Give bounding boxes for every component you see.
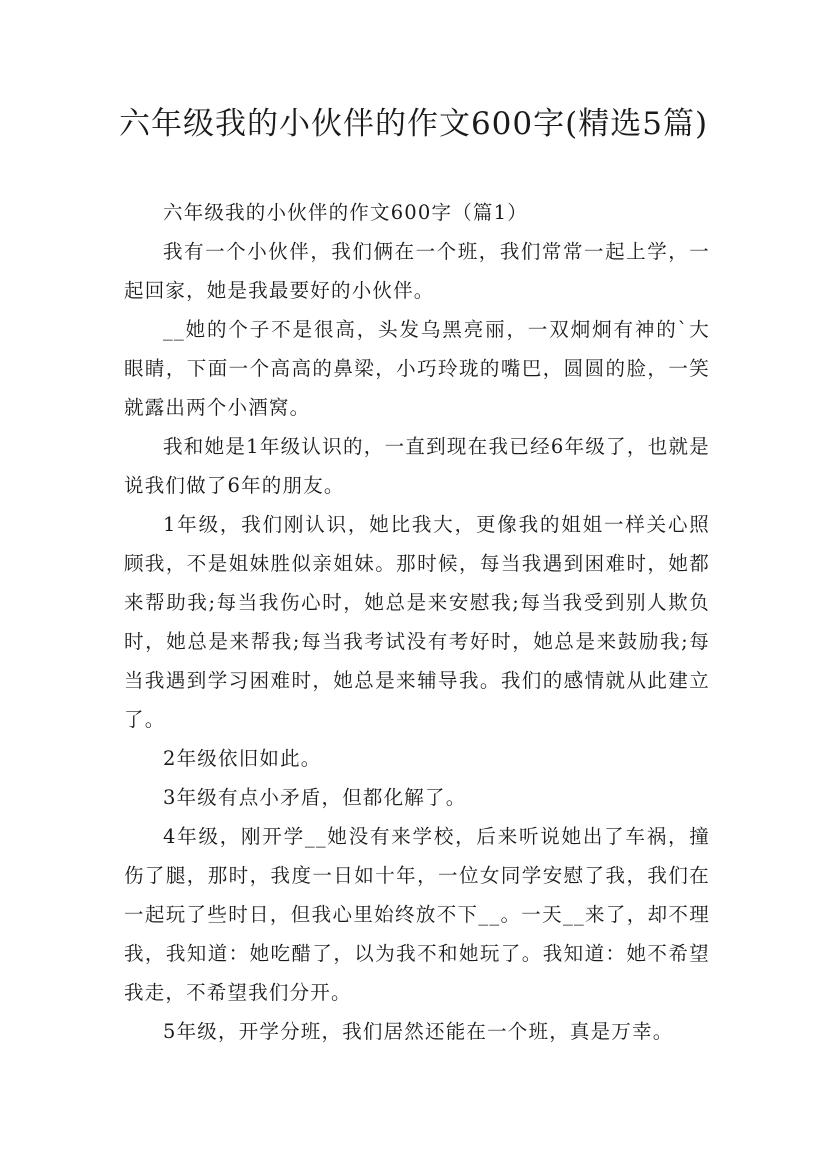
paragraph: __她的个子不是很高，头发乌黑亮丽，一双炯炯有神的`大眼睛，下面一个高高的鼻梁，小巧玲珑的嘴巴，圆圆的脸，一笑就露出两个小酒窝。	[124, 318, 710, 419]
paragraph: 我有一个小伙伴，我们俩在一个班，我们常常一起上学，一起回家，她是我最要好的小伙伴。	[124, 240, 710, 302]
document-title: 六年级我的小伙伴的作文600字(精选5篇)	[118, 106, 709, 142]
paragraph: 5年级，开学分班，我们居然还能在一个班，真是万幸。	[163, 1020, 674, 1043]
paragraph: 1年级，我们刚认识，她比我大，更像我的姐姐一样关心照顾我，不是姐妹胜似亲姐妹。那时候，每当我遇到困难时，她都来帮助我;每当我伤心时，她总是来安慰我;每当我受到别人欺负时，她总是来帮我;每当我考试没有考好时，她总是来鼓励我;每当我遇到学习困难时，她总是来辅导我。我们的感情就从此建立了。	[124, 513, 710, 731]
document-body	[124, 193, 710, 1051]
paragraph: 3年级有点小矛盾，但都化解了。	[163, 786, 467, 809]
paragraph: 4年级，刚开学__她没有来学校，后来听说她出了车祸，撞伤了腿，那时，我度一日如十年，一位女同学安慰了我，我们在一起玩了些时日，但我心里始终放不下__。一天__来了，却不理我，我知道：她吃醋了，以为我不和她玩了。我知道：她不希望我走，不希望我们分开。	[124, 825, 710, 1004]
paragraph: 我和她是1年级认识的，一直到现在我已经6年级了，也就是说我们做了6年的朋友。	[124, 435, 710, 497]
section-heading: 六年级我的小伙伴的作文600字（篇1）	[163, 201, 528, 224]
paragraph: 2年级依旧如此。	[163, 747, 322, 770]
